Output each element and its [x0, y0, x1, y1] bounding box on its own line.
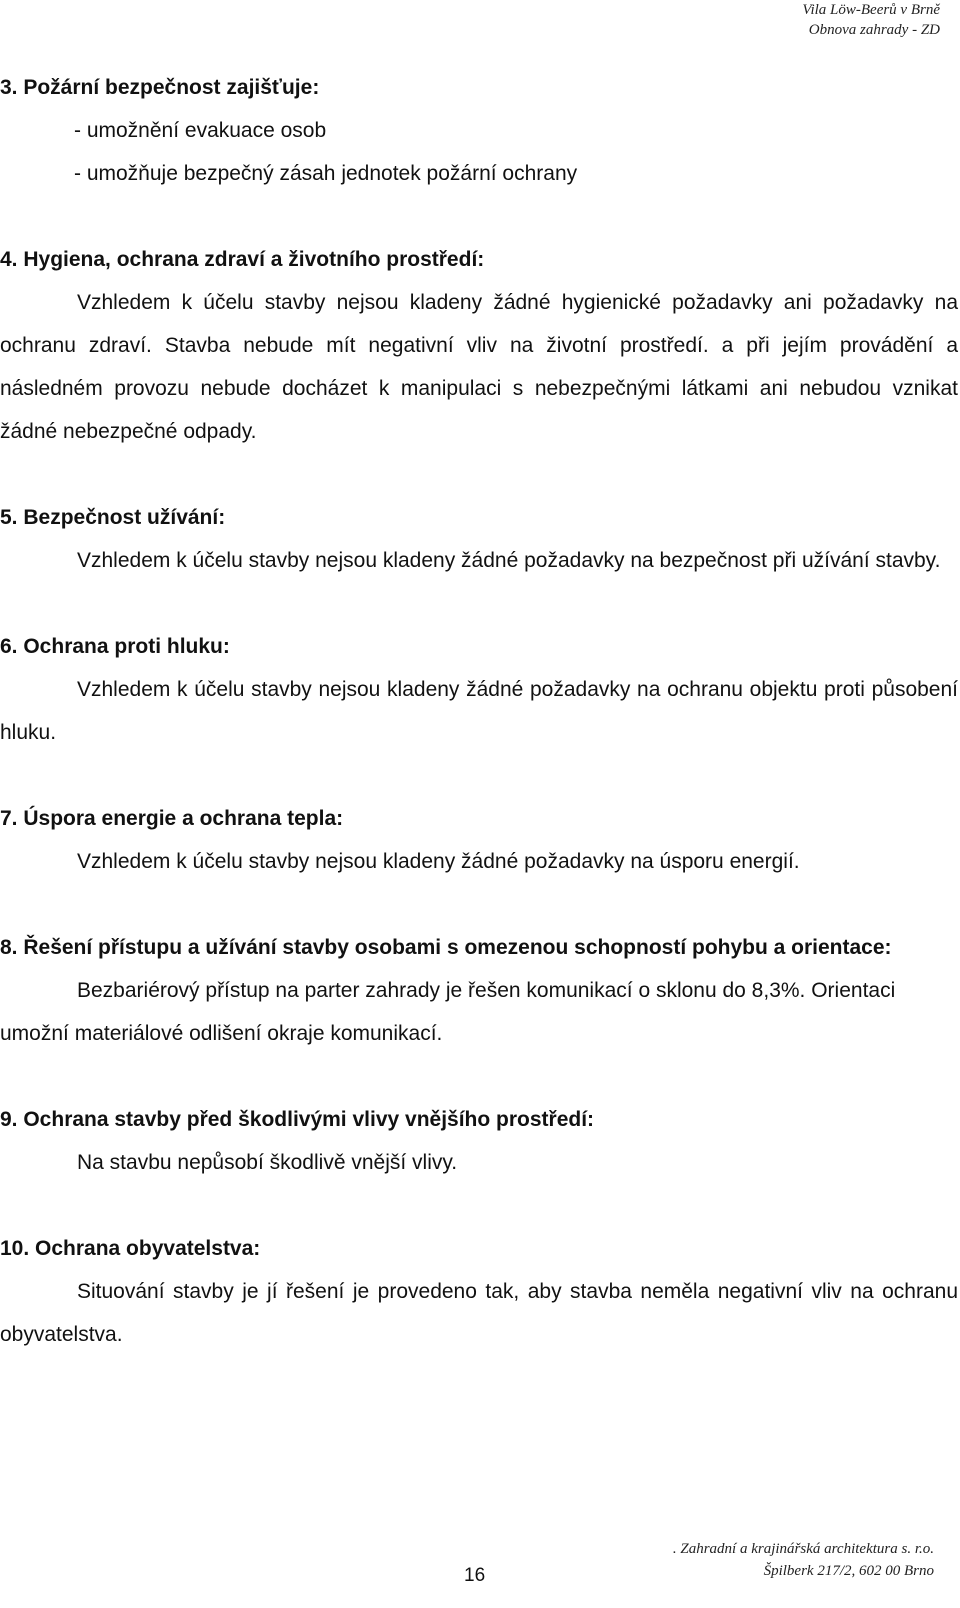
section-paragraph: Situování stavby je jí řešení je provedeno tak, aby stavba neměla negativní vliv na ochranu obyvatelstva. — [0, 1280, 958, 1346]
section-heading: 6. Ochrana proti hluku: — [0, 635, 230, 658]
section-fire-safety — [0, 66, 958, 195]
section-hygiene — [0, 238, 958, 453]
section-paragraph: Vzhledem k účelu stavby nejsou kladeny žádné požadavky na bezpečnost při užívání stavby. — [77, 549, 941, 572]
section-paragraph: Vzhledem k účelu stavby nejsou kladeny žádné požadavky na ochranu objektu proti působení hluku. — [0, 678, 958, 744]
section-heading: 5. Bezpečnost užívání: — [0, 506, 226, 529]
section-paragraph: Vzhledem k účelu stavby nejsou kladeny žádné požadavky na úsporu energií. — [77, 850, 800, 873]
list-item: - umožňuje bezpečný zásah jednotek požární ochrany — [74, 162, 578, 185]
page-footer — [0, 1538, 960, 1598]
section-heading: 4. Hygiena, ochrana zdraví a životního prostředí: — [0, 248, 485, 271]
footer-company-info — [673, 1538, 934, 1582]
list-item: - umožnění evakuace osob — [74, 119, 327, 142]
footer-company-name: . Zahradní a krajinářská architektura s. r.o. — [672, 1541, 934, 1557]
section-safety-of-use — [0, 496, 958, 582]
section-energy-saving — [0, 797, 958, 883]
header-document-type: Obnova zahrady - ZD — [808, 22, 940, 38]
section-heading: 3. Požární bezpečnost zajišťuje: — [0, 76, 320, 99]
footer-company-address: Špilberk 217/2, 602 00 Brno — [763, 1563, 934, 1579]
section-population-protection — [0, 1227, 958, 1356]
section-external-influences — [0, 1098, 958, 1184]
section-noise-protection — [0, 625, 958, 754]
document-body — [0, 66, 958, 1399]
page-number: 16 — [464, 1565, 486, 1586]
section-heading: 8. Řešení přístupu a užívání stavby osobami s omezenou schopností pohybu a orientace: — [0, 936, 892, 959]
section-heading: 7. Úspora energie a ochrana tepla: — [0, 807, 344, 830]
section-paragraph: Na stavbu nepůsobí škodlivě vnější vlivy. — [77, 1151, 458, 1174]
page-header — [802, 0, 940, 40]
section-heading: 10. Ochrana obyvatelstva: — [0, 1237, 261, 1260]
section-paragraph: Bezbariérový přístup na parter zahrady je řešen komunikací o sklonu do 8,3%. Orientaci umožní materiálové odlišení okraje komunikací. — [0, 979, 896, 1045]
header-project-name: Vila Löw-Beerů v Brně — [802, 2, 940, 18]
section-accessibility — [0, 926, 958, 1055]
section-heading: 9. Ochrana stavby před škodlivými vlivy vnějšího prostředí: — [0, 1108, 595, 1131]
section-paragraph: Vzhledem k účelu stavby nejsou kladeny žádné hygienické požadavky ani požadavky na ochranu zdraví. Stavba nebude mít negativní vliv na životní prostředí. a při jejím provádění a následném provozu nebude docházet k manipulaci s nebezpečnými látkami ani nebudou vznikat žádné nebezpečné odpady. — [0, 291, 958, 443]
